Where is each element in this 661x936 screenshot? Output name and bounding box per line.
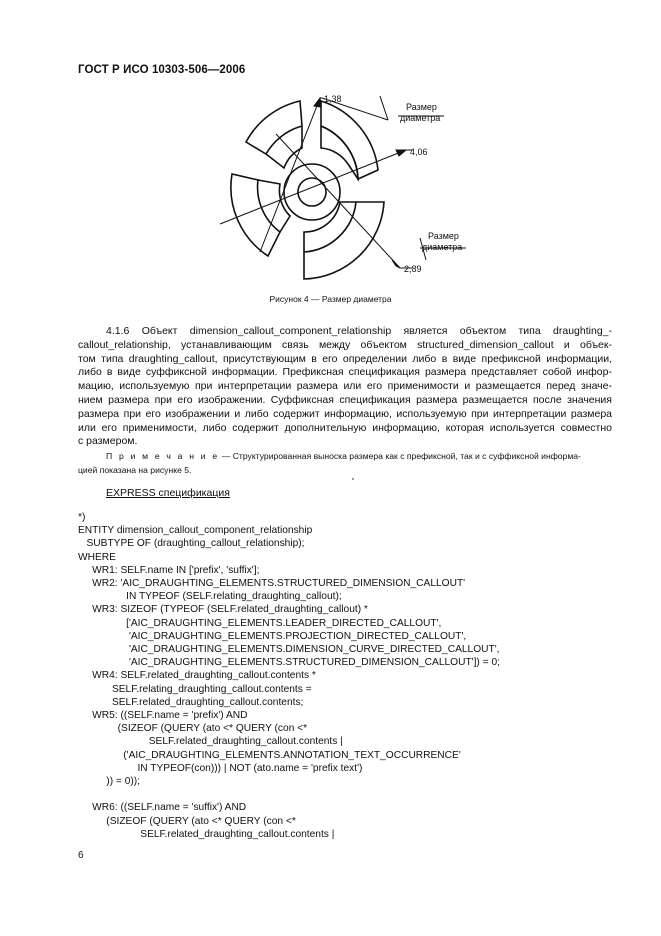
paragraph-line: либо в виде суффиксной информации. Префиксная спецификация размера представляет собой инфор- <box>78 366 612 379</box>
arrowhead <box>314 98 321 107</box>
dimension-value-mid: 4,06 <box>410 147 428 157</box>
code-line: WHERE <box>78 551 116 563</box>
code-line: WR1: SELF.name IN ['prefix', 'suffix']; <box>78 564 260 576</box>
code-line: WR2: 'AIC_DRAUGHTING_ELEMENTS.STRUCTURED_DIMENSION_CALLOUT' <box>78 578 466 590</box>
paragraph-line: 4.1.6 Объект dimension_callout_component_relationship является объектом типа draughting_- <box>106 325 612 337</box>
code-line: SUBTYPE OF (draughting_callout_relationship); <box>78 538 305 550</box>
code-line: SELF.relating_draughting_callout.contents = <box>78 683 312 695</box>
code-line: SELF.related_draughting_callout.contents; <box>78 696 304 708</box>
code-line: WR5: ((SELF.name = 'prefix') AND <box>78 710 248 722</box>
code-line: 'AIC_DRAUGHTING_ELEMENTS.STRUCTURED_DIMENSION_CALLOUT']) = 0; <box>78 657 500 669</box>
code-line: (SIZEOF (QUERY (ato <* QUERY (con <* <box>78 815 296 827</box>
code-line: )) = 0)); <box>78 776 140 788</box>
dimension-value-top: 1,38 <box>324 94 342 104</box>
paragraph-line: с размером. <box>78 435 138 448</box>
standard-header: ГОСТ Р ИСО 10303-506—2006 <box>78 64 246 76</box>
code-line: WR4: SELF.related_draughting_callout.contents * <box>78 670 316 682</box>
dimension-line-mid <box>220 150 406 224</box>
outer-ring-segment-top-left <box>246 101 302 154</box>
paragraph-line: нием размера при его изображении. Суффиксная спецификация размера размещается после значения <box>78 393 612 406</box>
note-label: П р и м е ч а н и е <box>106 451 220 461</box>
paragraph-line: callout_relationship, устанавливающим связь между объектом structured_dimension_callout и объек- <box>78 338 612 351</box>
figure-caption: Рисунок 4 — Размер диаметра <box>269 294 392 304</box>
note-line <box>78 450 612 464</box>
code-line: ('AIC_DRAUGHTING_ELEMENTS.ANNOTATION_TEXT_OCCURRENCE' <box>78 749 461 761</box>
callout-label-2-line2: диаметра <box>422 242 463 252</box>
code-line: ['AIC_DRAUGHTING_ELEMENTS.LEADER_DIRECTED_CALLOUT', <box>78 617 442 629</box>
dimension-value-bottom: 2,89 <box>404 264 422 274</box>
code-line: IN TYPEOF (SELF.relating_draughting_callout); <box>78 591 342 603</box>
code-line: SELF.related_draughting_callout.contents | <box>78 828 335 840</box>
code-line <box>78 788 500 801</box>
code-line: 'AIC_DRAUGHTING_ELEMENTS.DIMENSION_CURVE_DIRECTED_CALLOUT', <box>78 644 500 656</box>
scan-speck <box>352 478 354 480</box>
center-hub <box>298 178 326 206</box>
paragraph-line: размера при его изображении и либо содержит информацию, используемую при интерпретации размера <box>78 407 612 420</box>
callout-label-2-line1: Размер <box>428 231 459 241</box>
code-line: SELF.related_draughting_callout.contents | <box>78 736 343 748</box>
arrowhead <box>396 150 406 156</box>
paragraph-line: мацию, используемую при интерпретации размера или его применимости и размещается перед значе- <box>78 380 612 393</box>
arrowhead <box>392 260 400 268</box>
note-line: цией показана на рисунке 5. <box>78 464 192 475</box>
note-block <box>78 450 612 477</box>
express-code-block <box>78 511 500 841</box>
dimension-line-top <box>260 98 320 252</box>
code-line: (SIZEOF (QUERY (ato <* QUERY (con <* <box>78 723 308 735</box>
code-line: *) <box>78 512 86 523</box>
callout-label-1-line1: Размер <box>406 102 437 112</box>
page-number: 6 <box>78 850 84 861</box>
outer-ring-segment-right-bottom <box>304 202 384 279</box>
callout-leader-1 <box>380 96 388 120</box>
note-text: — Структурированная выноска размера как с префиксной, так и с суффиксной информа- <box>219 451 581 461</box>
code-line: WR3: SIZEOF (TYPEOF (SELF.related_draughting_callout) * <box>78 604 368 616</box>
outer-ring-segment-left-bottom <box>231 174 280 256</box>
code-line: WR6: ((SELF.name = 'suffix') AND <box>78 802 247 814</box>
paragraph-line: том типа draughting_callout, присутствующим в его определении либо в виде префиксной информации, <box>78 352 612 365</box>
paragraph-line: или его применимости, либо содержит дополнительную информацию, которая используется совместно <box>78 421 612 434</box>
section-paragraph <box>78 325 612 449</box>
code-line: 'AIC_DRAUGHTING_ELEMENTS.PROJECTION_DIRECTED_CALLOUT', <box>78 630 467 642</box>
code-line: IN TYPEOF(con))) | NOT (ato.name = 'prefix text') <box>78 762 363 774</box>
code-line: ENTITY dimension_callout_component_relationship <box>78 525 313 537</box>
diameter-dimension-figure <box>200 84 490 290</box>
express-spec-title: EXPRESS спецификация <box>106 487 230 499</box>
callout-label-1-line2: диаметра <box>400 113 441 123</box>
